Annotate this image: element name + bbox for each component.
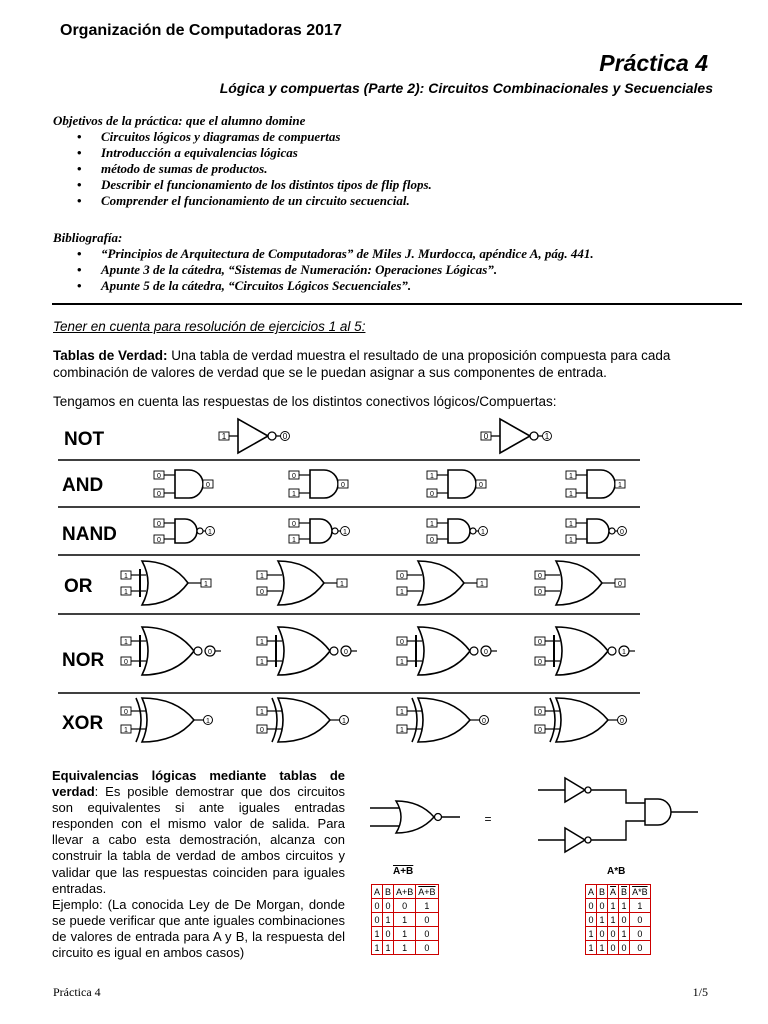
- not-gate: [219, 419, 290, 453]
- gate-output-value: 1: [208, 529, 212, 536]
- gate-output-value: 0: [618, 581, 622, 588]
- table-cell: 1: [586, 927, 597, 941]
- gate-input-value: 1: [260, 659, 264, 666]
- and-gate: [289, 470, 348, 498]
- truth-tables-term: Tablas de Verdad:: [53, 348, 168, 363]
- gate-input-value: 1: [400, 727, 404, 734]
- table-row: [586, 941, 651, 955]
- bibliography-section: [53, 229, 733, 294]
- nand-gate: [566, 519, 627, 544]
- or-gate: [257, 561, 347, 605]
- gate-output-value: 1: [342, 718, 346, 725]
- gate-input-value: 1: [430, 473, 434, 480]
- table-cell: 0: [586, 899, 597, 913]
- and-gate: [154, 470, 213, 498]
- table-cell: 0: [383, 899, 394, 913]
- gate-input-value: 1: [569, 537, 573, 544]
- table-cell: 1: [394, 927, 416, 941]
- gate-output-value: 1: [206, 718, 210, 725]
- table-cell: 0: [597, 927, 608, 941]
- logic-gates-diagram: [58, 415, 648, 755]
- xor-gate: [257, 698, 349, 742]
- section-divider: [52, 303, 742, 305]
- nor-truth-table: [371, 884, 439, 955]
- table-cell: 1: [394, 941, 416, 955]
- table-row: [586, 927, 651, 941]
- objectives-section: [53, 112, 713, 209]
- table-cell: 0: [416, 941, 438, 955]
- gate-input-value: 1: [292, 537, 296, 544]
- gate-input-value: 1: [569, 491, 573, 498]
- equivalences-term: Equivalencias lógicas mediante tablas de verdad: [52, 768, 345, 800]
- table-cell: 0: [619, 941, 630, 955]
- nor-gate: [257, 627, 357, 675]
- not-gate: [481, 419, 552, 453]
- or-gate: [535, 561, 625, 605]
- gate-output-value: 1: [481, 529, 485, 536]
- gate-output-value: 1: [480, 581, 484, 588]
- gate-input-value: 1: [569, 473, 573, 480]
- gate-output-value: 1: [343, 529, 347, 536]
- or-gate: [121, 561, 211, 605]
- table-header-cell: B: [383, 885, 394, 899]
- gate-input-value: 1: [292, 491, 296, 498]
- course-title: Organización de Computadoras 2017: [60, 22, 342, 39]
- table-header-cell: A*B: [630, 885, 651, 899]
- gate-input-value: 1: [124, 589, 128, 596]
- nand-gate: [154, 519, 215, 544]
- table-cell: 1: [586, 941, 597, 955]
- and-gate-label: AND: [62, 475, 104, 496]
- table-cell: 0: [630, 913, 651, 927]
- gate-output-value: 0: [341, 482, 345, 489]
- left-table-title: A+B: [393, 866, 414, 877]
- nor-circuit: [370, 801, 460, 833]
- gate-input-value: 1: [221, 432, 227, 441]
- table-cell: 1: [619, 927, 630, 941]
- bibliography-item: • Apunte 5 de la cátedra, “Circuitos Lógicos Secuenciales”.: [101, 278, 733, 294]
- inverted-and-circuit: [538, 778, 698, 852]
- table-cell: 0: [630, 941, 651, 955]
- nand-gate: [289, 519, 350, 544]
- truth-tables-paragraph: [53, 347, 733, 381]
- gate-output-value: 0: [206, 482, 210, 489]
- table-header-row: [586, 885, 651, 899]
- nand-gate-label: NAND: [62, 524, 117, 545]
- table-cell: 1: [597, 913, 608, 927]
- table-cell: 0: [394, 899, 416, 913]
- table-cell: 1: [372, 941, 383, 955]
- table-header-cell: $\overline{B}$: [619, 885, 630, 899]
- table-cell: 0: [372, 913, 383, 927]
- gate-input-value: 0: [538, 727, 542, 734]
- table-header-row: [372, 885, 439, 899]
- or-gate-label: OR: [64, 576, 93, 597]
- table-cell: 0: [608, 941, 619, 955]
- gate-input-value: 0: [400, 639, 404, 646]
- truth-tables-text: Una tabla de verdad muestra el resultado de una proposición compuesta para cada combinación de valores de verdad que se le puedan asignar a sus componentes de entrada.: [53, 348, 671, 380]
- table-row: [586, 899, 651, 913]
- nor-gate: [397, 627, 497, 675]
- table-header-cell: B: [597, 885, 608, 899]
- bibliography-list: [53, 246, 733, 294]
- table-cell: 1: [372, 927, 383, 941]
- gate-input-value: 0: [157, 473, 161, 480]
- de-morgan-circuits: [360, 770, 720, 870]
- table-cell: 0: [597, 899, 608, 913]
- equivalences-example: Ejemplo: (La conocida Ley de De Morgan, donde se puede verificar que ante iguales combinaciones de valores de entrada para A y B, la respuesta del circuito es igual en ambos casos): [52, 896, 345, 961]
- gate-input-value: 1: [124, 727, 128, 734]
- table-cell: 1: [608, 913, 619, 927]
- gate-input-value: 0: [430, 491, 434, 498]
- gate-output-value: 0: [484, 649, 488, 656]
- gate-input-value: 0: [157, 491, 161, 498]
- table-cell: 0: [372, 899, 383, 913]
- gate-input-value: 1: [124, 573, 128, 580]
- gate-output-value: 1: [622, 649, 626, 656]
- table-row: [372, 913, 439, 927]
- nor-gate-label: NOR: [62, 650, 105, 671]
- table-header-cell: A+B: [416, 885, 438, 899]
- table-row: [372, 941, 439, 955]
- objective-item: • Circuitos lógicos y diagramas de compuertas: [101, 129, 713, 145]
- and-of-negations-truth-table: [585, 884, 651, 955]
- objectives-list: [53, 129, 713, 209]
- and-gate: [427, 470, 486, 498]
- gate-output-value: 0: [620, 718, 624, 725]
- gate-input-value: 0: [260, 589, 264, 596]
- gate-output-value: 0: [479, 482, 483, 489]
- table-row: [372, 927, 439, 941]
- practice-title: Práctica 4: [599, 50, 708, 76]
- gate-output-value: 0: [282, 432, 288, 441]
- gate-input-value: 0: [157, 537, 161, 544]
- xor-gate-label: XOR: [62, 713, 104, 734]
- gate-output-value: 0: [208, 649, 212, 656]
- gate-input-value: 1: [400, 659, 404, 666]
- objective-item: • Introducción a equivalencias lógicas: [101, 145, 713, 161]
- gate-output-value: 1: [544, 432, 550, 441]
- gate-output-value: 1: [618, 482, 622, 489]
- gate-output-value: 1: [204, 581, 208, 588]
- table-header-cell: $\overline{A}$: [608, 885, 619, 899]
- gate-input-value: 0: [538, 589, 542, 596]
- connectives-intro: Tengamos en cuenta las respuestas de los distintos conectivos lógicos/Compuertas:: [53, 394, 557, 409]
- or-gate: [397, 561, 487, 605]
- exercise-note: Tener en cuenta para resolución de ejercicios 1 al 5:: [53, 319, 366, 334]
- bibliography-item: • “Principios de Arquitectura de Computadoras” de Miles J. Murdocca, apéndice A, pág. 441.: [101, 246, 733, 262]
- gate-input-value: 0: [292, 521, 296, 528]
- objective-item: • método de sumas de productos.: [101, 161, 713, 177]
- gate-input-value: 0: [157, 521, 161, 528]
- table-header-cell: A+B: [394, 885, 416, 899]
- footer-practice: Práctica 4: [53, 985, 101, 999]
- table-cell: 1: [383, 913, 394, 927]
- table-header-cell: A: [586, 885, 597, 899]
- gate-input-value: 0: [400, 573, 404, 580]
- equivalences-text: : Es posible demostrar que dos circuitos son equivalentes si ante iguales entradas responden con el mismo valor de salida. Para llevar a cabo esta demostración, alcanza con construir la tabla de verdad de ambos circuitos y validar que las respuestas coinciden para iguales entradas.: [52, 784, 345, 896]
- gate-input-value: 0: [292, 473, 296, 480]
- page-number: 1/5: [692, 985, 708, 999]
- nor-gate: [121, 627, 221, 675]
- gate-input-value: 0: [538, 709, 542, 716]
- table-cell: 1: [619, 899, 630, 913]
- table-cell: 1: [630, 899, 651, 913]
- gate-input-value: 1: [260, 573, 264, 580]
- xor-gate: [535, 698, 627, 742]
- objective-item: • Describir el funcionamiento de los distintos tipos de flip flops.: [101, 177, 713, 193]
- objective-item: • Comprender el funcionamiento de un circuito secuencial.: [101, 193, 713, 209]
- nand-gate: [427, 519, 488, 544]
- not-gate-label: NOT: [64, 429, 105, 450]
- gate-input-value: 1: [124, 639, 128, 646]
- gate-input-value: 1: [260, 639, 264, 646]
- table-cell: 0: [383, 927, 394, 941]
- table-cell: 1: [597, 941, 608, 955]
- gate-input-value: 0: [538, 659, 542, 666]
- table-cell: 1: [394, 913, 416, 927]
- right-table-title: A*B: [607, 866, 626, 877]
- gate-input-value: 1: [400, 589, 404, 596]
- bibliography-item: • Apunte 3 de la cátedra, “Sistemas de Numeración: Operaciones Lógicas”.: [101, 262, 733, 278]
- gate-input-value: 1: [569, 521, 573, 528]
- gate-input-value: 1: [260, 709, 264, 716]
- table-cell: 0: [619, 913, 630, 927]
- xor-gate: [397, 698, 489, 742]
- gate-output-value: 0: [620, 529, 624, 536]
- table-header-cell: A: [372, 885, 383, 899]
- gate-input-value: 0: [430, 537, 434, 544]
- gate-input-value: 1: [400, 709, 404, 716]
- gate-input-value: 0: [483, 432, 489, 441]
- gate-output-value: 1: [340, 581, 344, 588]
- and-gate: [566, 470, 625, 498]
- xor-gate: [121, 698, 213, 742]
- gate-input-value: 0: [260, 727, 264, 734]
- objectives-heading: Objetivos de la práctica: que el alumno domine: [53, 113, 306, 128]
- table-cell: 1: [416, 899, 438, 913]
- table-row: [372, 899, 439, 913]
- gate-input-value: 0: [124, 709, 128, 716]
- equals-sign: =: [484, 812, 492, 826]
- table-cell: 0: [416, 927, 438, 941]
- table-cell: 0: [630, 927, 651, 941]
- practice-subtitle: Lógica y compuertas (Parte 2): Circuitos Combinacionales y Secuenciales: [219, 80, 713, 96]
- gate-output-value: 0: [482, 718, 486, 725]
- table-row: [586, 913, 651, 927]
- gate-output-value: 0: [344, 649, 348, 656]
- bibliography-heading: Bibliografía:: [53, 230, 123, 245]
- nor-gate: [535, 627, 635, 675]
- gate-input-value: 0: [538, 639, 542, 646]
- equivalences-paragraph: [52, 768, 345, 961]
- table-cell: 0: [416, 913, 438, 927]
- gate-input-value: 1: [430, 521, 434, 528]
- table-cell: 0: [608, 927, 619, 941]
- gate-input-value: 0: [538, 573, 542, 580]
- gate-input-value: 0: [124, 659, 128, 666]
- table-cell: 1: [608, 899, 619, 913]
- table-cell: 1: [383, 941, 394, 955]
- table-cell: 0: [586, 913, 597, 927]
